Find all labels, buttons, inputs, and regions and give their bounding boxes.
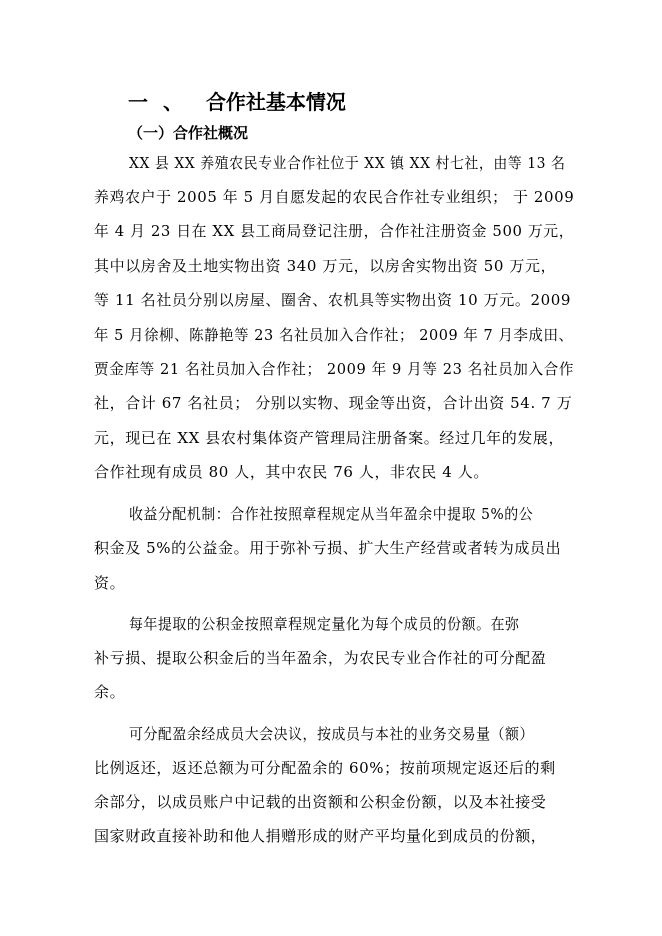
text-line: 积金及 5%的公益金。用于弥补亏损、扩大生产经营或者转为成员出 (94, 539, 562, 557)
text-line: 年 4 月 23 日在 XX 县工商局登记注册，合作社注册资金 500 万元， (94, 222, 575, 240)
text-line: 等 11 名社员分别以房屋、圈舍、农机具等实物出资 10 万元。2009 (94, 291, 572, 309)
text-line: 补亏损、提取公积金后的当年盈余，为农民专业合作社的可分配盈 (94, 649, 547, 667)
text-line: 余。 (94, 683, 126, 701)
text-line: 可分配盈余经成员大会决议，按成员与本社的业务交易量（额） (129, 725, 534, 743)
text-line: 社，合计 67 名社员； 分别以实物、现金等出资，合计出资 54. 7 万 (94, 394, 573, 412)
text-line: 国家财政直接补助和他人捐赠形成的财产平均量化到成员的份额， (94, 827, 547, 845)
subsection-heading: （一）合作社概况 (128, 124, 249, 142)
text-line: 年 5 月徐柳、陈静艳等 23 名社员加入合作社； 2009 年 7 月李成田、 (94, 326, 574, 344)
text-line: 余部分，以成员账户中记载的出资额和公积金份额，以及本社接受 (94, 793, 547, 811)
text-line: 收益分配机制：合作社按照章程规定从当年盈余中提取 5%的公 (129, 505, 534, 523)
section-title: 合作社基本情况 (205, 90, 346, 114)
text-line: XX 县 XX 养殖农民专业合作社位于 XX 镇 XX 村七社，由等 13 名 (129, 154, 566, 172)
section-separator: 、 (162, 90, 183, 114)
text-line: 每年提取的公积金按照章程规定量化为每个成员的份额。在弥 (129, 615, 520, 633)
text-line: 比例返还，返还总额为可分配盈余的 60%；按前项规定返还后的剩 (94, 759, 556, 777)
text-line: 养鸡农户于 2005 年 5 月自愿发起的农民合作社专业组织； 于 2009 (94, 188, 575, 206)
text-line: 合作社现有成员 80 人，其中农民 76 人，非农民 4 人。 (94, 463, 489, 481)
section-number: 一 (128, 90, 148, 114)
text-line: 贾金库等 21 名社员加入合作社； 2009 年 9 月等 23 名社员加入合作 (94, 360, 575, 378)
text-line: 资。 (94, 574, 126, 592)
text-line: 元，现已在 XX 县农村集体资产管理局注册备案。经过几年的发展， (94, 429, 565, 447)
section-heading (128, 86, 346, 115)
text-line: 其中以房舍及土地实物出资 340 万元，以房舍实物出资 50 万元， (94, 257, 557, 275)
